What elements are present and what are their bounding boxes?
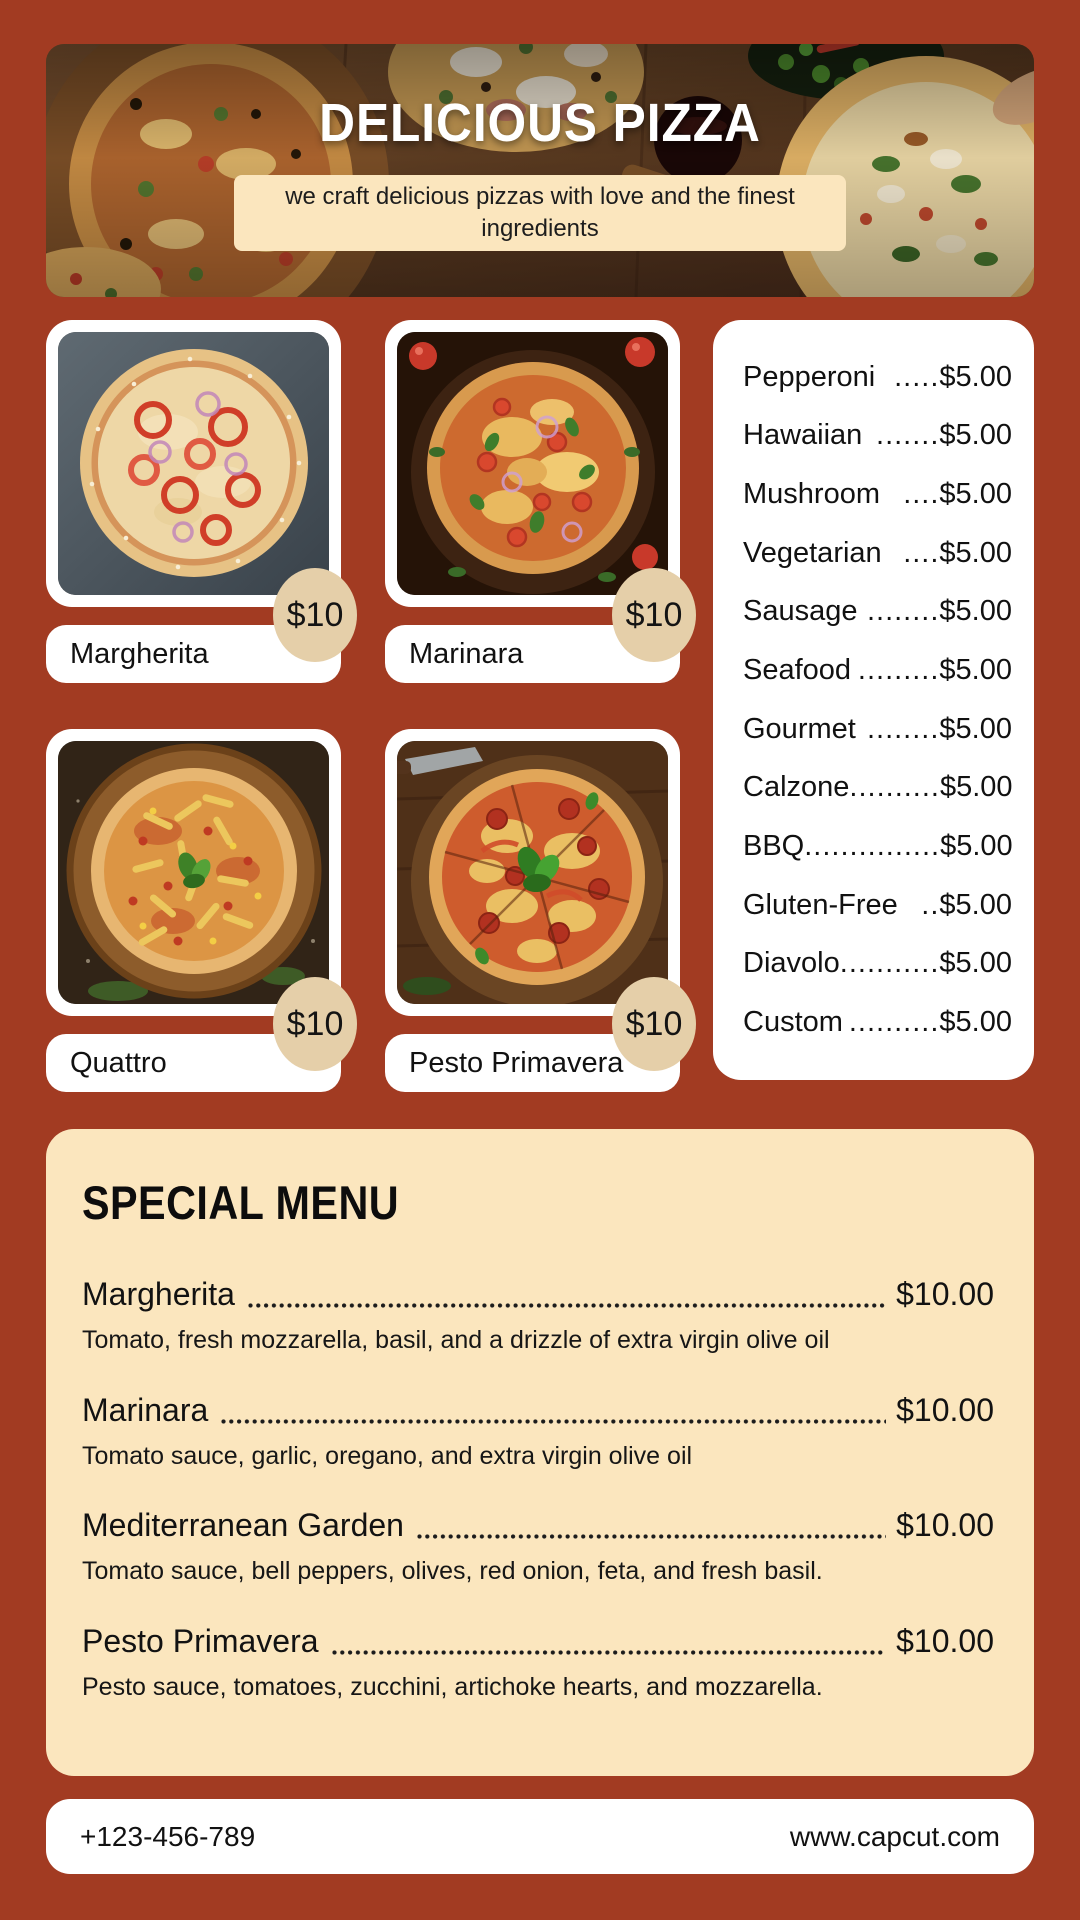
item-name: Pepperoni: [743, 360, 876, 393]
card-image-frame: [385, 729, 680, 1016]
special-item-marinara: [82, 1392, 994, 1471]
item-name: Diavolo: [743, 947, 840, 980]
pizza-card-quattro: [46, 729, 344, 1092]
dot-leader: ........: [866, 712, 940, 745]
item-name: Mushroom: [743, 478, 880, 511]
dot-leader: .....: [894, 360, 940, 393]
item-price: $5.00: [939, 888, 1012, 921]
item-price: $5.00: [939, 478, 1012, 511]
special-item-row: [82, 1507, 994, 1544]
dot-leader: [331, 1648, 887, 1657]
badge-price: $10: [625, 595, 683, 634]
item-name: Calzone: [743, 771, 850, 804]
price-row: [743, 595, 1012, 628]
dot-leader: [416, 1532, 886, 1541]
item-name: Gluten-Free: [743, 888, 898, 921]
item-price: $5.00: [939, 947, 1012, 980]
special-item-price: $10.00: [896, 1276, 994, 1313]
special-menu-panel: [46, 1129, 1034, 1776]
dot-leader: [247, 1301, 886, 1310]
price-row: [743, 1006, 1012, 1039]
margherita-photo: [58, 332, 329, 595]
card-image-frame: [46, 320, 341, 607]
pizza-card-marinara: [385, 320, 683, 683]
price-row: [743, 713, 1012, 746]
price-row: [743, 361, 1012, 394]
dot-leader: ...........: [839, 947, 940, 980]
special-item-margherita: [82, 1276, 994, 1355]
item-name: Sausage: [743, 595, 858, 628]
special-item-row: [82, 1276, 994, 1313]
price-row: [743, 419, 1012, 452]
footer-bar: [46, 1799, 1034, 1874]
hero-photo: [46, 44, 1034, 297]
hero-banner: [46, 44, 1034, 297]
special-item-price: $10.00: [896, 1622, 994, 1659]
website-url: www.capcut.com: [789, 1820, 1000, 1852]
price-badge: [612, 568, 696, 662]
price-row: [743, 537, 1012, 570]
pizza-card-margherita: [46, 320, 344, 683]
special-item-price: $10.00: [896, 1391, 994, 1428]
card-image-frame: [46, 729, 341, 1016]
price-badge: [612, 977, 696, 1071]
dot-leader: ....: [903, 536, 940, 569]
special-item-pesto-primavera: [82, 1623, 994, 1702]
special-item-price: $10.00: [896, 1507, 994, 1544]
dot-leader: ...............: [804, 830, 941, 863]
price-row: [743, 478, 1012, 511]
pizza-cards-grid: [46, 320, 683, 1092]
special-item-name: Marinara: [82, 1391, 209, 1428]
item-price: $5.00: [939, 419, 1012, 452]
dot-leader: [220, 1417, 886, 1426]
item-name: Vegetarian: [743, 536, 882, 569]
special-item-description: Tomato sauce, bell peppers, olives, red onion, feta, and fresh basil.: [82, 1557, 823, 1586]
dot-leader: ........: [866, 595, 940, 628]
card-name: Margherita: [70, 637, 209, 670]
special-item-name: Mediterranean Garden: [82, 1507, 404, 1544]
price-row: [743, 889, 1012, 922]
price-row: [743, 947, 1012, 980]
card-image-frame: [385, 320, 680, 607]
price-badge: [273, 977, 357, 1071]
item-price: $5.00: [939, 360, 1012, 393]
hero-subtitle: we craft delicious pizzas with love and the finest ingredients: [234, 175, 846, 251]
price-badge: [273, 568, 357, 662]
marinara-photo: [397, 332, 668, 595]
quattro-photo: [58, 741, 329, 1004]
item-price: $5.00: [939, 712, 1012, 745]
special-item-name: Pesto Primavera: [82, 1622, 319, 1659]
dot-leader: ..........: [848, 1006, 940, 1039]
item-price: $5.00: [940, 830, 1013, 863]
dot-leader: ..: [921, 888, 940, 921]
pizza-card-pesto-primavera: [385, 729, 683, 1092]
item-price: $5.00: [939, 536, 1012, 569]
special-item-row: [82, 1392, 994, 1429]
badge-price: $10: [286, 595, 344, 634]
dot-leader: ..........: [849, 771, 940, 804]
item-price: $5.00: [939, 595, 1012, 628]
special-menu-title: SPECIAL MENU: [82, 1176, 400, 1229]
price-list-panel: [713, 320, 1034, 1080]
item-name: Hawaiian: [743, 419, 863, 452]
price-row: [743, 830, 1012, 863]
pesto-primavera-photo: [397, 741, 668, 1004]
main-content: [46, 320, 1034, 1092]
dot-leader: .......: [876, 419, 940, 452]
special-item-description: Pesto sauce, tomatoes, zucchini, artichoke hearts, and mozzarella.: [82, 1672, 823, 1701]
dot-leader: .........: [857, 654, 940, 687]
card-name: Pesto Primavera: [409, 1046, 624, 1079]
hero-title: DELICIOUS PIZZA: [319, 93, 761, 153]
special-item-description: Tomato sauce, garlic, oregano, and extra virgin olive oil: [82, 1441, 693, 1470]
dot-leader: ....: [903, 478, 940, 511]
item-name: Gourmet: [743, 712, 856, 745]
special-item-description: Tomato, fresh mozzarella, basil, and a drizzle of extra virgin olive oil: [82, 1326, 830, 1355]
item-price: $5.00: [939, 654, 1012, 687]
phone-number: +123-456-789: [80, 1820, 256, 1852]
item-name: Custom: [743, 1006, 843, 1039]
item-price: $5.00: [939, 1006, 1012, 1039]
badge-price: $10: [286, 1004, 344, 1043]
price-row: [743, 654, 1012, 687]
item-price: $5.00: [939, 771, 1013, 804]
card-name: Marinara: [409, 637, 524, 670]
item-name: Seafood: [743, 654, 852, 687]
special-item-mediterranean-garden: [82, 1507, 994, 1586]
special-item-row: [82, 1623, 994, 1660]
special-menu-items: [82, 1240, 994, 1738]
card-name: Quattro: [70, 1046, 167, 1079]
item-name: BBQ: [743, 830, 805, 863]
special-item-name: Margherita: [82, 1276, 235, 1313]
price-row: [743, 771, 1012, 804]
badge-price: $10: [625, 1004, 683, 1043]
